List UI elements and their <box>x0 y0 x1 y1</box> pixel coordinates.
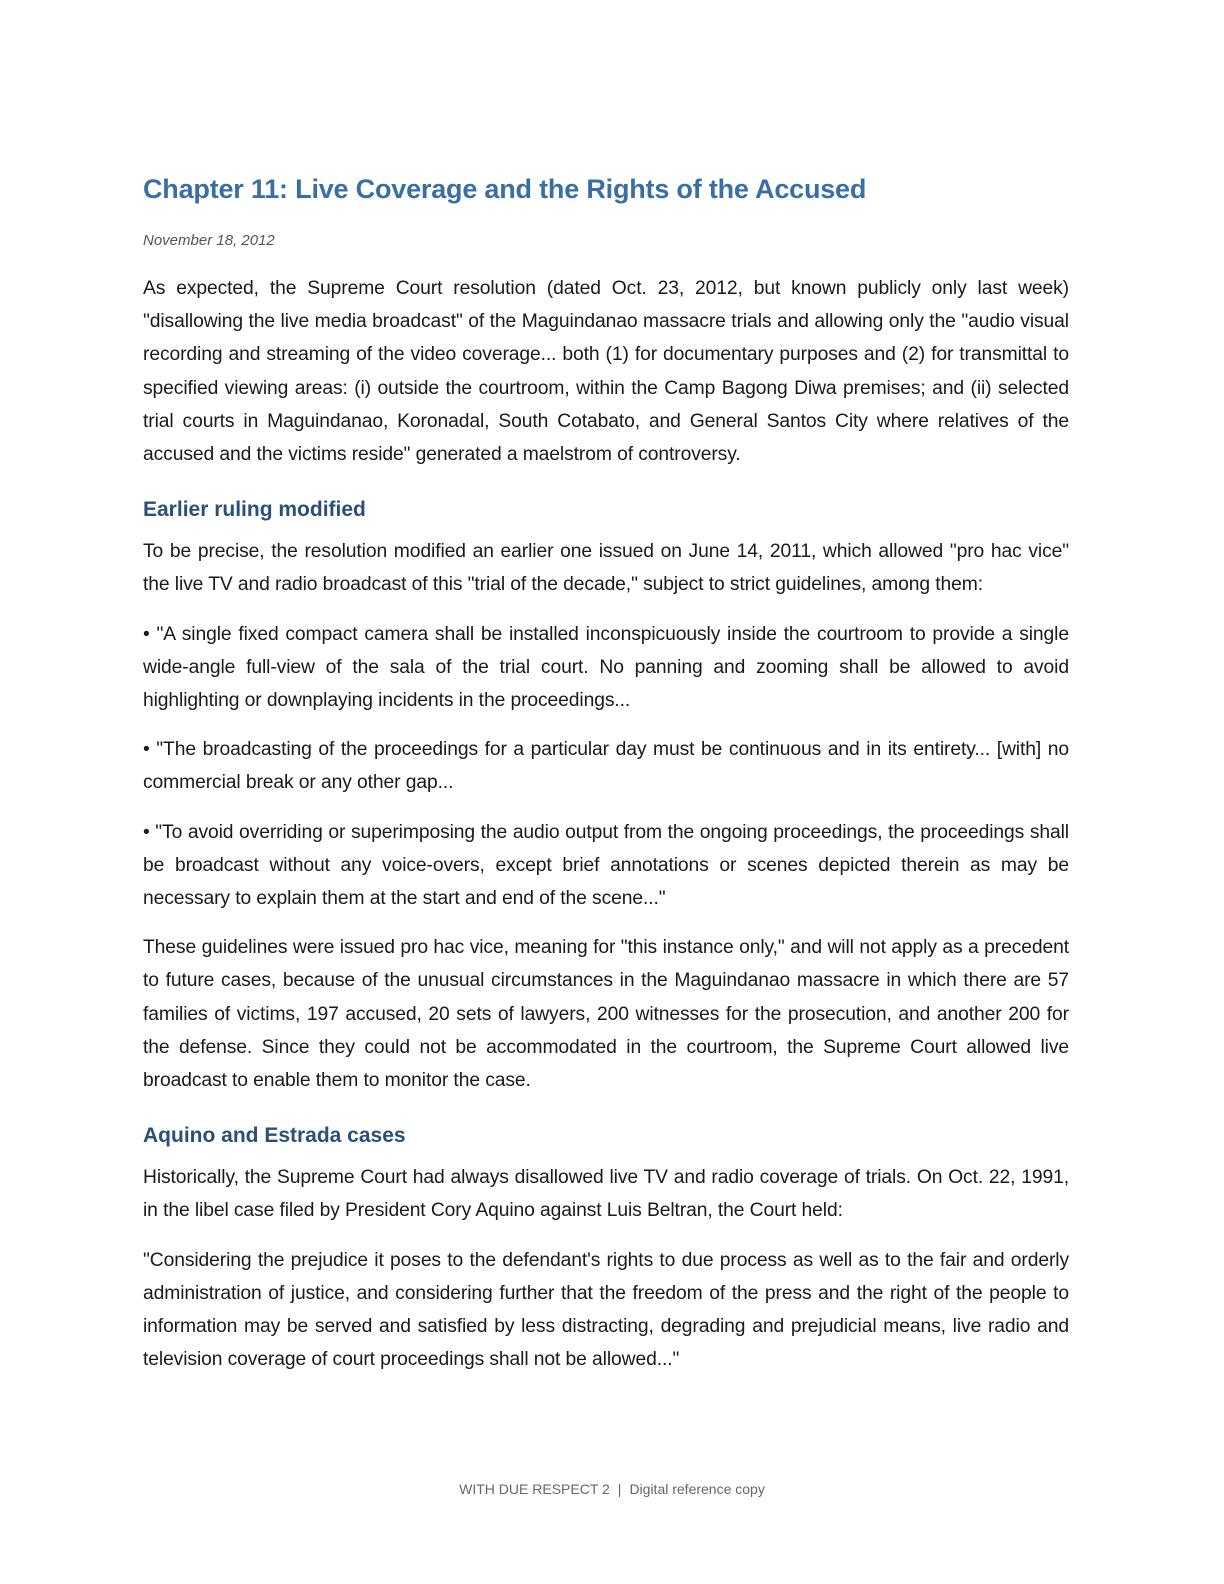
section-intro <box>143 272 1069 471</box>
paragraph: Historically, the Supreme Court had always disallowed live TV and radio coverage of trials. On Oct. 22, 1991, in the libel case filed by President Cory Aquino against Luis Beltran, the Court held: <box>143 1167 1069 1222</box>
footer-separator: | <box>617 1481 622 1497</box>
section-heading: Earlier ruling modified <box>143 498 366 522</box>
publish-date: November 18, 2012 <box>143 232 275 249</box>
bullet-paragraph: • "A single fixed compact camera shall be installed inconspicuously inside the courtroom to provide a single wide-angle full-view of the sala of the trial court. No panning and zooming shall be allowed to avoid highlighting or downplaying incidents in the proceedings... <box>143 623 1069 712</box>
bullet-paragraph: • "The broadcasting of the proceedings for a particular day must be continuous and in its entirety... [with] no commercial break or any other gap... <box>143 739 1069 794</box>
section-heading: Aquino and Estrada cases <box>143 1124 406 1148</box>
chapter-title: Chapter 11: Live Coverage and the Rights of the Accused <box>143 174 867 204</box>
document-page <box>143 170 1069 1392</box>
footer-copy-label: Digital reference copy <box>629 1481 765 1497</box>
page-footer <box>0 1479 1224 1499</box>
section-earlier-ruling <box>143 495 1069 1097</box>
section-aquino-estrada <box>143 1121 1069 1376</box>
bullet-paragraph: • "To avoid overriding or superimposing the audio output from the ongoing proceedings, the proceedings shall be broadcast without any voice-overs, except brief annotations or scenes depicted therein as may be necessary to explain them at the start and end of the scene..." <box>143 821 1069 910</box>
quote-paragraph: "Considering the prejudice it poses to the defendant's rights to due process as well as to the fair and orderly administration of justice, and considering further that the freedom of the press and the right of the people to information may be served and satisfied by less distracting, degrading and prejudicial means, live radio and television coverage of court proceedings shall not be allowed..." <box>143 1249 1069 1371</box>
paragraph: These guidelines were issued pro hac vice, meaning for "this instance only," and will not apply as a precedent to future cases, because of the unusual circumstances in the Maguindanao massacre in which there are 57 families of victims, 197 accused, 20 sets of lawyers, 200 witnesses for the prosecution, and another 200 for the defense. Since they could not be accommodated in the courtroom, the Supreme Court allowed live broadcast to enable them to monitor the case. <box>143 937 1069 1092</box>
paragraph: As expected, the Supreme Court resolution (dated Oct. 23, 2012, but known publicly only last week) "disallowing the live media broadcast" of the Maguindanao massacre trials and allowing only the "audio visual recording and streaming of the video coverage... both (1) for documentary purposes and (2) for transmittal to specified viewing areas: (i) outside the courtroom, within the Camp Bagong Diwa premises; and (ii) selected trial courts in Maguindanao, Koronadal, South Cotabato, and General Santos City where relatives of the accused and the victims reside" generated a maelstrom of controversy. <box>143 278 1069 466</box>
footer-book-title: WITH DUE RESPECT 2 <box>459 1481 610 1497</box>
paragraph: To be precise, the resolution modified an earlier one issued on June 14, 2011, which allowed "pro hac vice" the live TV and radio broadcast of this "trial of the decade," subject to strict guidelines, among them: <box>143 541 1069 596</box>
